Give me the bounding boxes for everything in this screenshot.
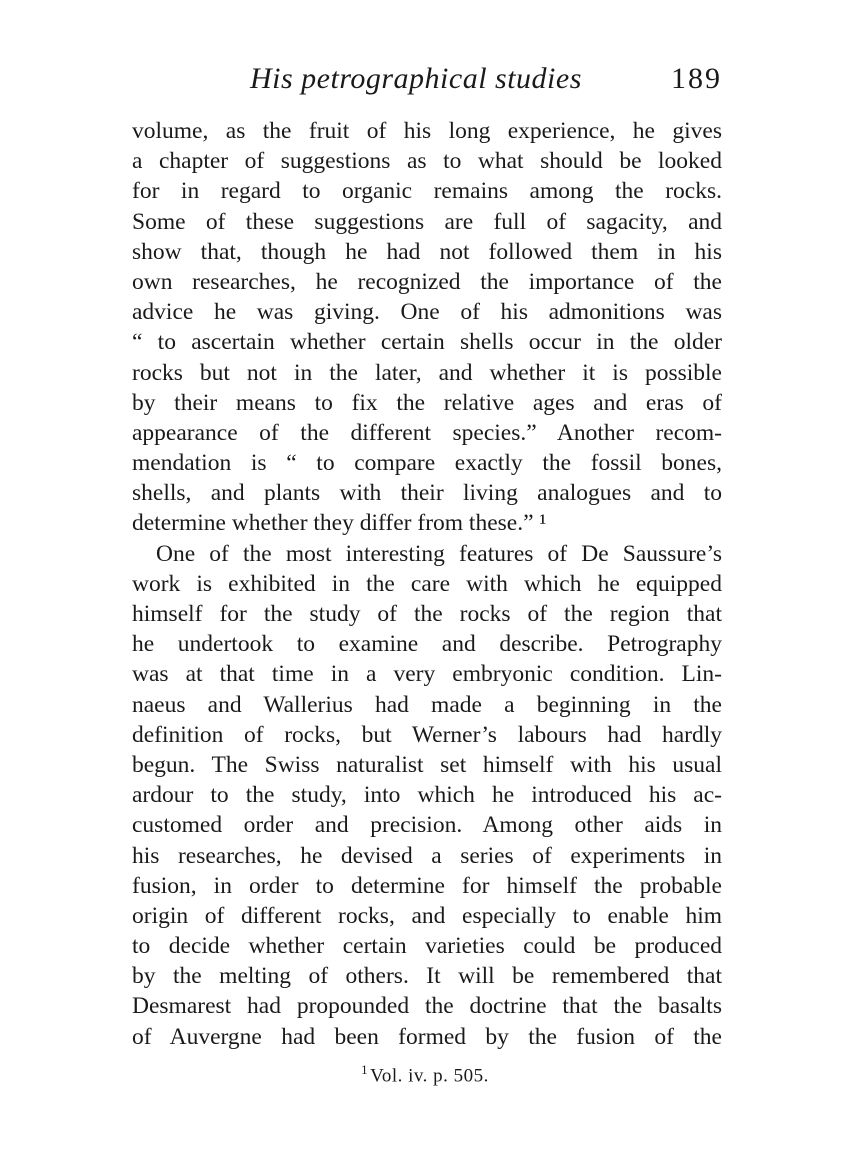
text-line: determine whether they differ from these.” ¹ (132, 510, 547, 537)
text-line: fusion, in order to determine for himself the probable (132, 872, 722, 899)
text-line: begun. The Swiss naturalist set himself with his usual (132, 751, 722, 778)
text-line: of Auvergne had been formed by the fusion of the (132, 1023, 722, 1050)
text-line: shells, and plants with their living analogues and to (132, 480, 722, 507)
text-line: appearance of the different species.” Another recom- (132, 419, 722, 446)
text-line: show that, though he had not followed them in his (132, 238, 722, 265)
text-line: was at that time in a very embryonic condition. Lin- (132, 661, 722, 688)
text-line: for in regard to organic remains among the rocks. (132, 178, 722, 205)
text-line: by their means to fix the relative ages and eras of (132, 389, 722, 416)
text-line: volume, as the fruit of his long experience, he gives (132, 118, 722, 144)
text-line: Some of these suggestions are full of sagacity, and (132, 208, 722, 235)
paragraph-first-line: One of the most interesting features of De Saussure’s (156, 540, 722, 567)
text-line: ardour to the study, into which he introduced his ac- (132, 782, 722, 809)
footnote (0, 1062, 850, 1087)
text-line: himself for the study of the rocks of the region that (132, 601, 722, 627)
text-line: rocks but not in the later, and whether it is possible (132, 359, 722, 386)
text-line: “ to ascertain whether certain shells occur in the older (132, 329, 722, 356)
page-number: 189 (671, 62, 722, 95)
text-line: origin of different rocks, and especially to enable him (132, 902, 722, 929)
footnote-text: Vol. iv. p. 505. (370, 1065, 489, 1087)
text-line: he undertook to examine and describe. Petrography (132, 631, 722, 658)
text-line: Desmarest had propounded the doctrine that the basalts (132, 993, 722, 1020)
text-line: a chapter of suggestions as to what should be looked (132, 148, 722, 175)
text-line: work is exhibited in the care with which he equipped (132, 570, 722, 597)
body-text (132, 116, 722, 1052)
text-line: his researches, he devised a series of experiments in (132, 842, 722, 869)
text-line: mendation is “ to compare exactly the fossil bones, (132, 450, 722, 477)
footnote-marker: 1 (361, 1062, 369, 1077)
text-line: to decide whether certain varieties could be produced (132, 933, 722, 960)
text-line: customed order and precision. Among other aids in (132, 812, 722, 839)
text-line: own researches, he recognized the importance of the (132, 268, 722, 295)
running-title: His petrographical studies (250, 62, 582, 95)
text-line: by the melting of others. It will be remembered that (132, 963, 722, 990)
running-head (132, 62, 722, 102)
text-line: naeus and Wallerius had made a beginning in the (132, 691, 722, 718)
text-line: advice he was giving. One of his admonitions was (132, 299, 722, 326)
text-line: definition of rocks, but Werner’s labours had hardly (132, 721, 722, 748)
